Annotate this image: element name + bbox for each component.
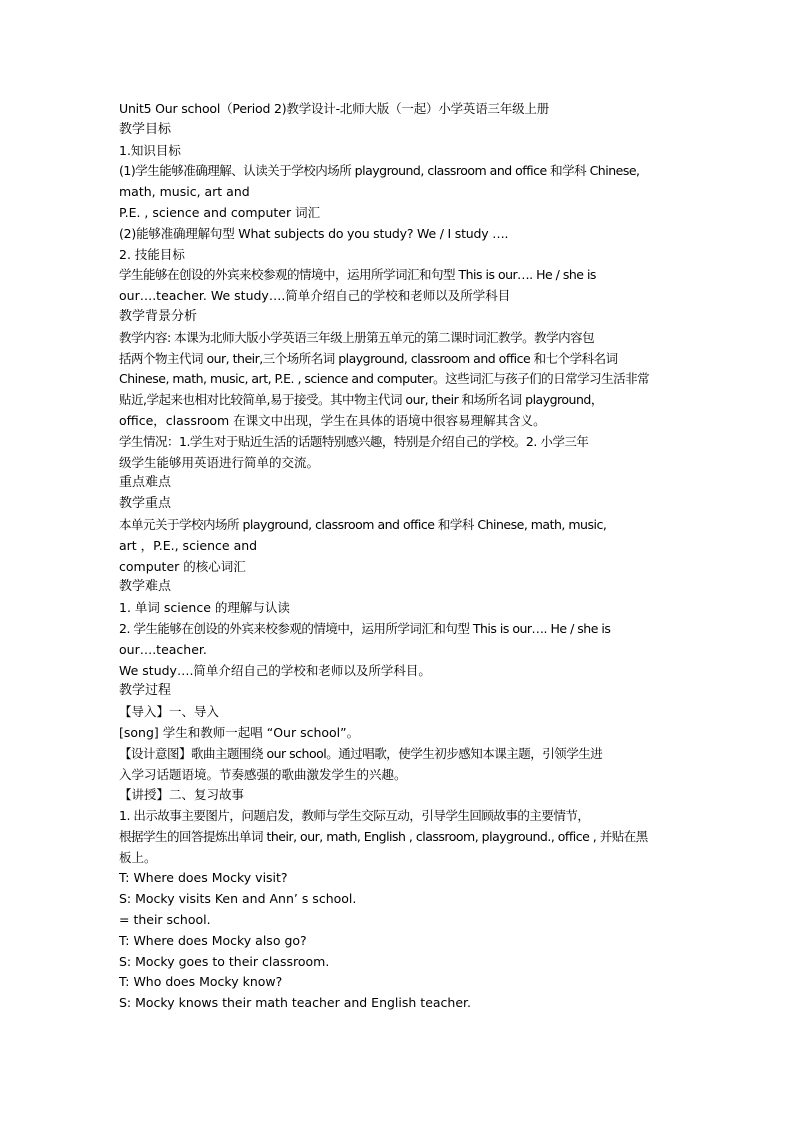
subheading-skill-objectives: 2. 技能目标 xyxy=(119,246,185,262)
section-review-story: 【讲授】二、复习故事 xyxy=(119,787,245,803)
heading-teaching-process: 教学过程 xyxy=(119,683,172,699)
text-line: 贴近,学起来也相对比较简单,易于接受。其中物主代词 our, their 和场所名词 playground， xyxy=(119,392,603,408)
text-line: 2. 学生能够在创设的外宾来校参观的情境中，运用所学词汇和句型 This is our…. He / she is xyxy=(119,620,611,636)
text-line: We study….简单介绍自己的学校和老师以及所学科目。 xyxy=(119,662,431,678)
text-line: 1. 出示故事主要图片，问题启发，教师与学生交际互动，引导学生回顾故事的主要情节， xyxy=(119,808,590,824)
heading-teaching-objectives: 教学目标 xyxy=(119,121,172,137)
dialogue-line: = their school. xyxy=(119,912,211,928)
text-line: 板上。 xyxy=(119,849,157,865)
dialogue-line: S: Mocky goes to their classroom. xyxy=(119,953,330,969)
dialogue-line: S: Mocky visits Ken and Ann’ s school. xyxy=(119,891,357,907)
text-line: Chinese, math, music, art, P.E. , science and computer。这些词汇与孩子们的日常学习生活非常 xyxy=(119,371,650,387)
section-lead-in: 【导入】一、导入 xyxy=(119,704,220,720)
heading-teaching-focus: 教学重点 xyxy=(119,496,172,512)
dialogue-line: S: Mocky knows their math teacher and English teacher. xyxy=(119,995,471,1011)
subheading-knowledge-objectives: 1.知识目标 xyxy=(119,142,181,158)
text-line: our….teacher. xyxy=(119,641,207,657)
text-line: 入学习话题语境。节奏感强的歌曲激发学生的兴趣。 xyxy=(119,766,407,782)
text-line: 括两个物主代词 our, their,三个场所名词 playground, classroom and office 和七个学科名词 xyxy=(119,350,618,366)
text-line: 【设计意图】歌曲主题围绕 our school。通过唱歌，使学生初步感知本课主题，引领学生进 xyxy=(119,745,603,761)
document-page xyxy=(119,99,679,1014)
text-line: math, music, art and xyxy=(119,184,250,200)
text-line: 本单元关于学校内场所 playground, classroom and office 和学科 Chinese, math, music, xyxy=(119,516,607,532)
dialogue-line: T: Where does Mocky also go? xyxy=(119,932,307,948)
text-line: 1. 单词 science 的理解与认读 xyxy=(119,600,290,616)
text-line: 学生情况：1.学生对于贴近生活的话题特别感兴趣，特别是介绍自己的学校。2. 小学三年 xyxy=(119,433,589,449)
text-line: 教学内容: 本课为北师大版小学英语三年级上册第五单元的第二课时词汇教学。教学内容包 xyxy=(119,329,595,345)
text-line: (2)能够准确理解句型 What subjects do you study? We / I study …. xyxy=(119,225,509,241)
text-line: our….teacher. We study….简单介绍自己的学校和老师以及所学科目 xyxy=(119,288,511,304)
text-line: (1)学生能够准确理解、认读关于学校内场所 playground, classroom and office 和学科 Chinese, xyxy=(119,163,640,179)
dialogue-line: T: Where does Mocky visit? xyxy=(119,870,288,886)
document-title: Unit5 Our school（Period 2)教学设计-北师大版（一起）小学英语三年级上册 xyxy=(119,101,550,116)
heading-key-difficult-points: 重点难点 xyxy=(119,475,172,491)
text-line: office，classroom 在课文中出现，学生在具体的语境中很容易理解其含义。 xyxy=(119,412,546,428)
text-line: art ，P.E., science and xyxy=(119,537,258,553)
dialogue-line: T: Who does Mocky know? xyxy=(119,974,283,990)
text-line: [song] 学生和教师一起唱 “Our school”。 xyxy=(119,724,360,740)
text-line: 根据学生的回答提炼出单词 their, our, math, English , classroom, playground., office , 并贴在黑 xyxy=(119,828,648,844)
text-line: P.E. , science and computer 词汇 xyxy=(119,204,321,220)
text-line: 级学生能够用英语进行简单的交流。 xyxy=(119,454,320,470)
heading-background-analysis: 教学背景分析 xyxy=(119,308,198,324)
heading-teaching-difficulties: 教学难点 xyxy=(119,579,172,595)
text-line: 学生能够在创设的外宾来校参观的情境中，运用所学词汇和句型 This is our…. He / she is xyxy=(119,267,596,283)
text-line: computer 的核心词汇 xyxy=(119,558,246,574)
